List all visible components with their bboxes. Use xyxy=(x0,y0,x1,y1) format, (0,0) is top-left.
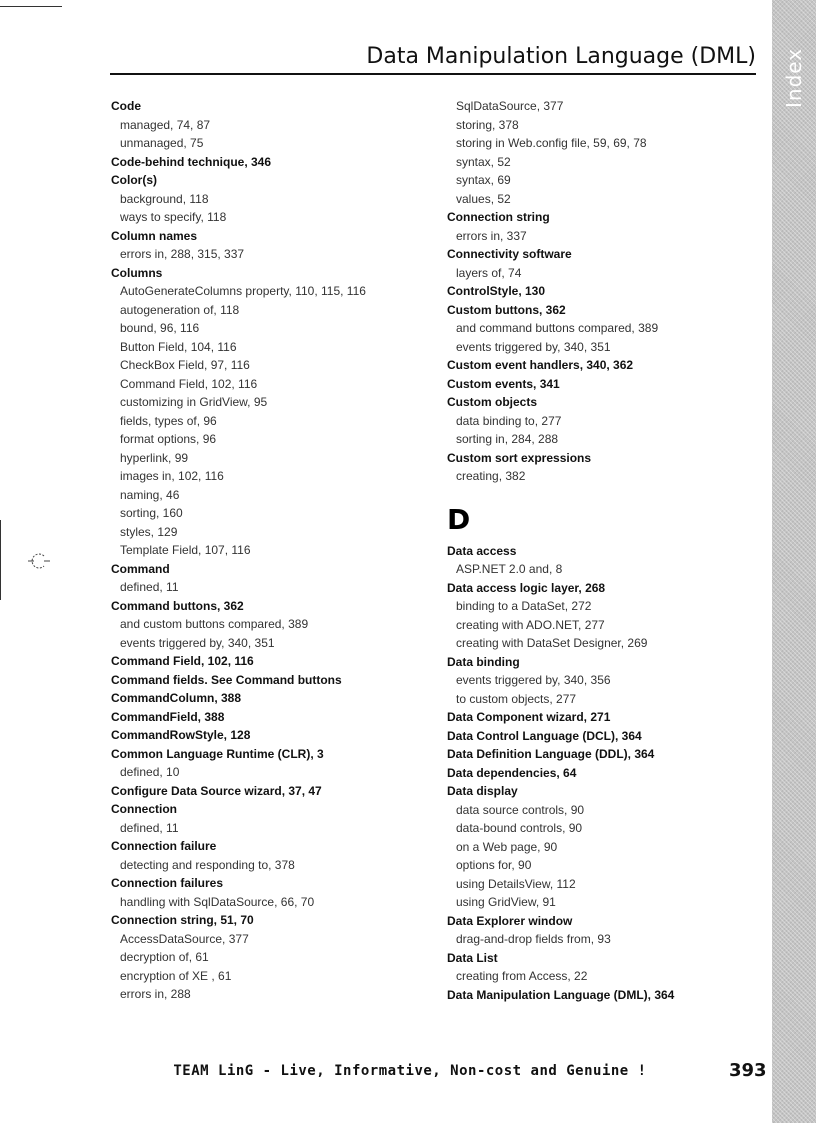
section-letter: D xyxy=(447,502,471,536)
index-sub-entry: decryption of, 61 xyxy=(120,950,209,964)
index-main-entry: Custom buttons, 362 xyxy=(447,302,566,317)
index-sub-entry: hyperlink, 99 xyxy=(120,450,189,465)
side-tab-label: Index xyxy=(782,47,806,108)
index-sub-entry: syntax, 52 xyxy=(456,154,511,169)
index-sub-entry: bound, 96, 116 xyxy=(120,321,200,335)
footer-banner: TEAM LinG - Live, Informative, Non-cost and Genuine ! xyxy=(173,1063,647,1079)
index-main-entry: CommandRowStyle, 128 xyxy=(111,728,251,742)
index-main-entry: Data Definition Language (DDL), 364 xyxy=(447,747,655,761)
index-sub-entry: images in, 102, 116 xyxy=(120,469,224,483)
crop-mark-left xyxy=(0,520,1,600)
index-sub-entry: Command Field, 102, 116 xyxy=(120,376,258,391)
index-sub-entry: defined, 11 xyxy=(120,580,179,594)
index-main-entry: Connection xyxy=(111,802,177,816)
index-main-entry: Data Explorer window xyxy=(447,913,573,928)
index-sub-entry: data binding to, 277 xyxy=(456,413,562,428)
registration-mark-icon xyxy=(28,550,50,572)
index-sub-entry: on a Web page, 90 xyxy=(456,839,558,854)
index-sub-entry: unmanaged, 75 xyxy=(120,136,204,150)
index-main-entry: CommandField, 388 xyxy=(111,709,225,724)
index-main-entry: Data List xyxy=(447,950,498,965)
crop-mark-top xyxy=(0,6,62,7)
index-sub-entry: defined, 10 xyxy=(120,765,180,779)
index-sub-entry: values, 52 xyxy=(456,191,511,206)
index-column-right xyxy=(447,97,767,1004)
index-main-entry: Code-behind technique, 346 xyxy=(111,154,272,169)
index-main-entry: Custom objects xyxy=(447,395,538,409)
index-sub-entry: creating with ADO.NET, 277 xyxy=(456,617,605,632)
index-sub-entry: handling with SqlDataSource, 66, 70 xyxy=(120,894,315,909)
index-sub-entry: events triggered by, 340, 351 xyxy=(120,635,275,650)
index-sub-entry: events triggered by, 340, 351 xyxy=(456,339,611,354)
index-sub-entry: using GridView, 91 xyxy=(456,895,556,909)
index-sub-entry: using DetailsView, 112 xyxy=(456,876,576,891)
index-sub-entry: format options, 96 xyxy=(120,432,217,446)
index-sub-entry: data source controls, 90 xyxy=(456,802,585,817)
running-head: Data Manipulation Language (DML) xyxy=(366,44,756,69)
index-sub-entry: sorting, 160 xyxy=(120,506,183,520)
index-sub-entry: Template Field, 107, 116 xyxy=(120,543,251,557)
index-main-entry: Connectivity software xyxy=(447,247,572,261)
index-main-entry: ControlStyle, 130 xyxy=(447,284,546,298)
index-main-entry: Configure Data Source wizard, 37, 47 xyxy=(111,783,322,798)
index-sub-entry: errors in, 337 xyxy=(456,228,527,243)
index-sub-entry: to custom objects, 277 xyxy=(456,691,577,706)
index-main-entry: Custom event handlers, 340, 362 xyxy=(447,358,634,372)
index-sub-entry: naming, 46 xyxy=(120,487,180,502)
index-sub-entry: errors in, 288 xyxy=(120,987,191,1001)
index-sub-entry: syntax, 69 xyxy=(456,173,511,187)
index-sub-entry: AccessDataSource, 377 xyxy=(120,931,249,946)
index-sub-entry: AutoGenerateColumns property, 110, 115, 116 xyxy=(120,284,366,298)
index-sub-entry: creating from Access, 22 xyxy=(456,969,588,983)
index-sub-entry: defined, 11 xyxy=(120,820,179,835)
index-main-entry: Connection failures xyxy=(111,876,224,890)
index-main-entry: Data access xyxy=(447,543,517,558)
index-main-entry: Connection string xyxy=(447,210,550,224)
index-sub-entry: storing in Web.config file, 59, 69, 78 xyxy=(456,136,647,150)
index-sub-entry: drag-and-drop fields from, 93 xyxy=(456,932,611,946)
index-main-entry: Data binding xyxy=(447,654,520,669)
index-main-entry: Data access logic layer, 268 xyxy=(447,580,606,595)
index-main-entry: Command xyxy=(111,561,170,576)
index-main-entry: Data Manipulation Language (DML), 364 xyxy=(447,987,675,1002)
index-main-entry: Data Control Language (DCL), 364 xyxy=(447,728,642,743)
index-main-entry: Command buttons, 362 xyxy=(111,598,244,613)
index-sub-entry: managed, 74, 87 xyxy=(120,117,211,132)
index-sub-entry: ways to specify, 118 xyxy=(120,210,227,224)
index-main-entry: Code xyxy=(111,99,141,113)
index-main-entry: CommandColumn, 388 xyxy=(111,691,242,705)
page-number: 393 xyxy=(729,1060,767,1081)
index-main-entry: Data display xyxy=(447,784,518,798)
index-sub-entry: background, 118 xyxy=(120,191,209,206)
index-sub-entry: ASP.NET 2.0 and, 8 xyxy=(456,562,563,576)
index-main-entry: Custom sort expressions xyxy=(447,450,592,465)
index-main-entry: Connection failure xyxy=(111,839,217,853)
index-sub-entry: data-bound controls, 90 xyxy=(456,821,583,835)
index-sub-entry: binding to a DataSet, 272 xyxy=(456,599,592,613)
index-sub-entry: options for, 90 xyxy=(456,858,532,872)
index-main-entry: Command Field, 102, 116 xyxy=(111,654,254,668)
index-sub-entry: autogeneration of, 118 xyxy=(120,302,240,317)
index-main-entry: Data Component wizard, 271 xyxy=(447,710,611,724)
index-main-entry: Color(s) xyxy=(111,173,157,187)
index-main-entry: Data dependencies, 64 xyxy=(447,765,577,780)
index-sub-entry: and custom buttons compared, 389 xyxy=(120,617,309,631)
index-sub-entry: encryption of XE , 61 xyxy=(120,968,232,983)
index-main-entry: Custom events, 341 xyxy=(447,376,560,391)
index-sub-entry: detecting and responding to, 378 xyxy=(120,857,295,872)
index-sub-entry: CheckBox Field, 97, 116 xyxy=(120,358,250,372)
index-sub-entry: events triggered by, 340, 356 xyxy=(456,673,611,687)
index-main-entry: Connection string, 51, 70 xyxy=(111,913,254,927)
header-rule xyxy=(110,73,756,75)
index-sub-entry: sorting in, 284, 288 xyxy=(456,432,559,446)
index-sub-entry: fields, types of, 96 xyxy=(120,413,217,428)
index-main-entry: Columns xyxy=(111,265,163,280)
index-sub-entry: Button Field, 104, 116 xyxy=(120,339,237,354)
index-column-left xyxy=(111,97,431,1004)
index-sub-entry: SqlDataSource, 377 xyxy=(456,99,564,113)
index-sub-entry: styles, 129 xyxy=(120,524,178,539)
index-main-entry: Column names xyxy=(111,228,198,243)
index-sub-entry: errors in, 288, 315, 337 xyxy=(120,247,245,261)
index-side-tab xyxy=(772,0,816,1123)
index-sub-entry: storing, 378 xyxy=(456,117,519,132)
index-sub-entry: and command buttons compared, 389 xyxy=(456,321,659,335)
index-sub-entry: creating with DataSet Designer, 269 xyxy=(456,636,648,650)
index-sub-entry: layers of, 74 xyxy=(456,265,522,280)
index-main-entry: Common Language Runtime (CLR), 3 xyxy=(111,746,324,761)
index-sub-entry: customizing in GridView, 95 xyxy=(120,395,268,409)
index-sub-entry: creating, 382 xyxy=(456,469,526,483)
index-main-entry: Command fields. See Command buttons xyxy=(111,672,342,687)
